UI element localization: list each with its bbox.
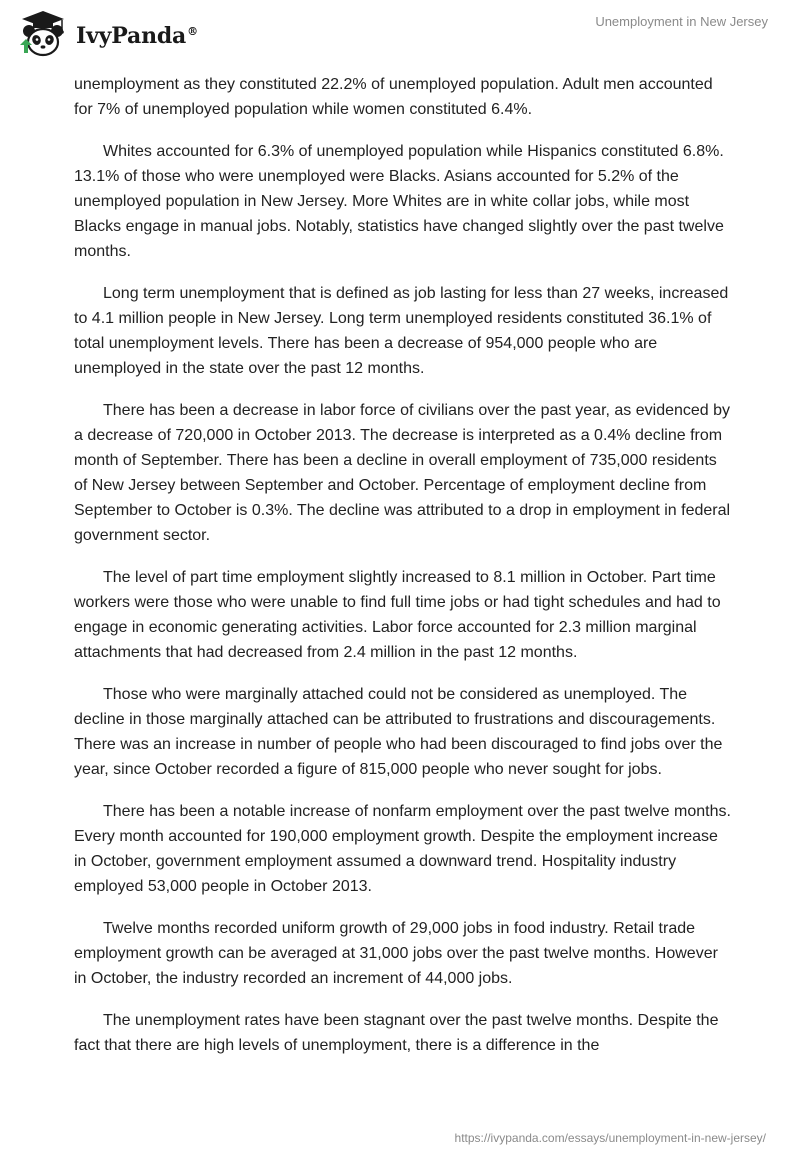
paragraph: Those who were marginally attached could not be considered as unemployed. The decline in those marginally attached can be attributed to frustrations and discouragements. There was an increase in number of people who had been discouraged to find jobs over the year, since October recorded a figure of 815,000 people who never sought for jobs. [74, 686, 723, 778]
paragraph: The level of part time employment slightly increased to 8.1 million in October. Part time workers were those who were unable to find full time jobs or had tight schedules and had to engage in economic generating activities. Labor force accounted for 2.3 million marginal attachments that had decreased from 2.4 million in the past 12 months. [74, 569, 721, 661]
paragraph: Whites accounted for 6.3% of unemployed population while Hispanics constituted 6.8%. 13.1% of those who were unemployed were Blacks. Asians accounted for 5.2% of the unemployed population in New Jersey. More Whites are in white collar jobs, while most Blacks engage in manual jobs. Notably, statistics have changed slightly over the past twelve months. [74, 143, 724, 260]
paragraph: Twelve months recorded uniform growth of 29,000 jobs in food industry. Retail trade employment growth can be averaged at 31,000 jobs over the past twelve months. However in October, the industry recorded an increment of 44,000 jobs. [74, 920, 718, 987]
paragraph: Long term unemployment that is defined as job lasting for less than 27 weeks, increased to 4.1 million people in New Jersey. Long term unemployed residents constituted 36.1% of total unemployment levels. There has been a decrease of 954,000 people who are unemployed in the state over the past 12 months. [74, 285, 729, 377]
paragraph: The unemployment rates have been stagnant over the past twelve months. Despite the fact that there are high levels of unemployment, there is a difference in the [74, 1012, 719, 1054]
essay-body [74, 72, 734, 1075]
brand-name: IvyPanda® [76, 23, 198, 49]
source-url[interactable]: https://ivypanda.com/essays/unemployment-in-new-jersey/ [454, 1131, 766, 1145]
paragraph: There has been a decrease in labor force of civilians over the past year, as evidenced by a decrease of 720,000 in October 2013. The decrease is interpreted as a 0.4% decline from month of September. There has been a decline in overall employment of 735,000 residents of New Jersey between September and October. Percentage of employment decline from September to October is 0.3%. The decline was attributed to a drop in employment in federal government sector. [74, 402, 731, 544]
page-header [0, 0, 800, 70]
registered-mark: ® [187, 24, 198, 38]
document-title: Unemployment in New Jersey [595, 14, 768, 29]
paragraph: unemployment as they constituted 22.2% of unemployed population. Adult men accounted for 7% of unemployed population while women constituted 6.4%. [74, 76, 713, 118]
paragraph: There has been a notable increase of nonfarm employment over the past twelve months. Every month accounted for 190,000 employment growth. Despite the employment increase in October, government employment assumed a downward trend. Hospitality industry employed 53,000 people in October 2013. [74, 803, 731, 895]
panda-logo-icon [14, 9, 72, 61]
brand-logo[interactable] [14, 9, 198, 61]
